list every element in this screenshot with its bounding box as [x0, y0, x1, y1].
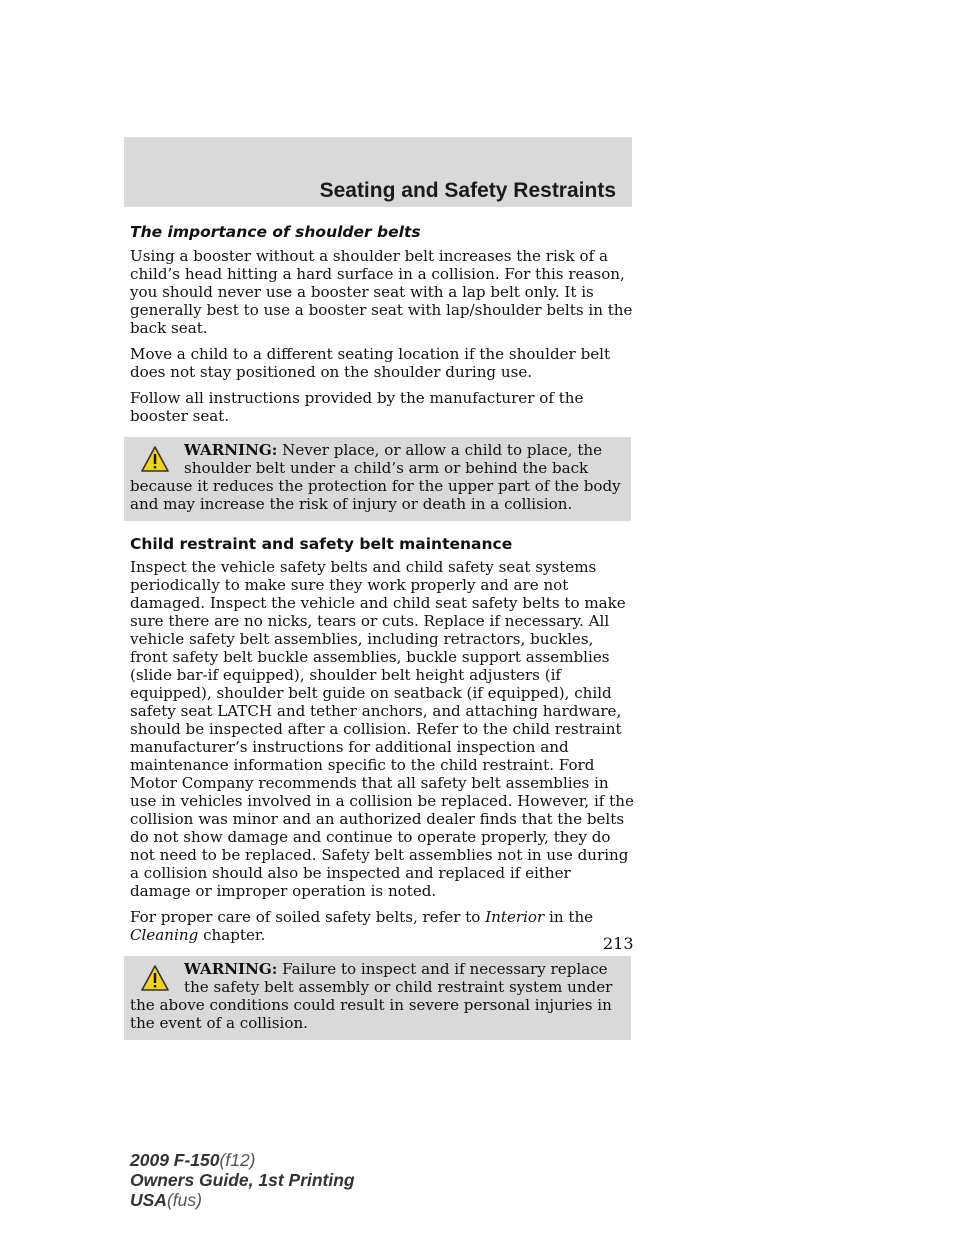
section-title: Seating and Safety Restraints — [319, 179, 616, 202]
page-content — [130, 223, 635, 1054]
warning-triangle-icon — [140, 964, 170, 992]
warning-triangle-icon — [140, 445, 170, 473]
paragraph: Inspect the vehicle safety belts and child safety seat systems periodically to make sure they work properly and are not damaged. Inspect the vehicle and child seat safety belts to make sure there are no nicks, tears or cuts. Replace if necessary. All vehicle safety belt assemblies, including retractors, buckles, front safety belt buckle assemblies, buckle support assemblies (slide bar-if equipped), shoulder belt height adjusters (if equipped), shoulder belt guide on seatback (if equipped), child safety seat LATCH and tether anchors, and attaching hardware, should be inspected after a collision. Refer to the child restraint manufacturer’s instructions for additional inspection and maintenance information specific to the child restraint. Ford Motor Company recommends that all safety belt assemblies in use in vehicles involved in a collision be replaced. However, if the collision was minor and an authorized dealer finds that the belts do not show damage and continue to operate properly, they do not need to be replaced. Safety belt assemblies not in use during a collision should also be inspected and replaced if either damage or improper operation is noted. — [130, 558, 634, 900]
warning-box — [124, 956, 631, 1040]
footer-region: USA — [130, 1190, 167, 1210]
footer-model: 2009 F-150 — [130, 1150, 220, 1170]
paragraph: Follow all instructions provided by the manufacturer of the booster seat. — [130, 389, 584, 425]
text-run: For proper care of soiled safety belts, refer to — [130, 908, 481, 926]
warning-text: Never place, or allow a child to place, the shoulder belt under a child’s arm or behind the back because it reduces the protection for the upper part of the body and may increase the risk of injury or death in a collision. — [130, 441, 621, 513]
paragraph: Using a booster without a shoulder belt increases the risk of a child’s head hitting a hard surface in a collision. For this reason, you should never use a booster seat with a lap belt only. It is generally best to use a booster seat with lap/shoulder belts in the back seat. — [130, 247, 633, 337]
warning-text: Failure to inspect and if necessary replace the safety belt assembly or child restraint system under the above conditions could result in severe personal injuries in the event of a collision. — [130, 960, 613, 1032]
paragraph: Move a child to a different seating location if the shoulder belt does not stay positioned on the shoulder during use. — [130, 345, 611, 381]
section-header-band — [124, 137, 632, 207]
warning-label: WARNING: — [184, 960, 278, 978]
warning-label: WARNING: — [184, 441, 278, 459]
text-run: in the — [549, 908, 594, 926]
page-number: 213 — [603, 934, 634, 953]
footer-region-code: (fus) — [166, 1190, 202, 1210]
text-run: chapter. — [203, 926, 266, 944]
footer-model-code: (f12) — [219, 1150, 256, 1170]
paragraph-care-reference — [130, 908, 635, 944]
heading-shoulder-belts: The importance of shoulder belts — [130, 223, 421, 241]
warning-box — [124, 437, 631, 521]
footer-guide: Owners Guide, 1st Printing — [130, 1170, 355, 1190]
heading-maintenance: Child restraint and safety belt maintenance — [130, 535, 513, 553]
reference-interior: Interior — [485, 908, 545, 926]
reference-cleaning: Cleaning — [130, 926, 199, 944]
document-footer — [130, 1150, 355, 1210]
